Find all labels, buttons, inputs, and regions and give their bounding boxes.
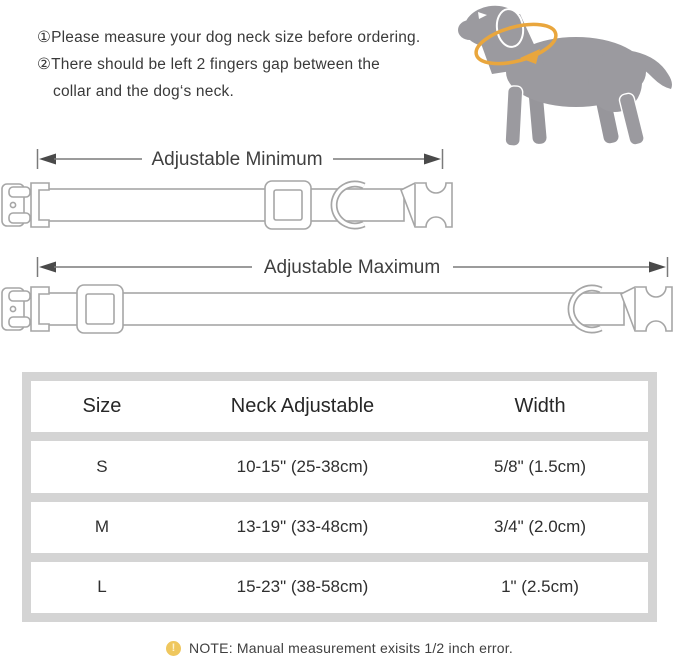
size-chart-table bbox=[22, 372, 657, 622]
measuring-instructions bbox=[37, 24, 420, 105]
column-header-neck-adjustable: Neck Adjustable bbox=[230, 395, 375, 418]
slider-adjuster-icon bbox=[265, 181, 311, 229]
table-row bbox=[31, 502, 648, 553]
collar-strap bbox=[38, 293, 624, 325]
adjustable-maximum-dimension bbox=[0, 253, 679, 281]
instruction-line-2: ②There should be left 2 fingers gap between the bbox=[37, 56, 380, 73]
side-release-buckle-icon bbox=[621, 287, 672, 331]
column-header-width: Width bbox=[514, 395, 566, 418]
adjustable-minimum-dimension bbox=[0, 145, 455, 173]
cell-neck: 15-23" (38-58cm) bbox=[236, 577, 369, 597]
collar-strap bbox=[38, 189, 404, 221]
measurement-note bbox=[0, 640, 679, 656]
cell-neck: 13-19" (33-48cm) bbox=[236, 517, 369, 537]
dog-collar-measurement-illustration bbox=[458, 0, 679, 152]
cell-neck: 10-15" (25-38cm) bbox=[236, 456, 369, 476]
table-row bbox=[31, 562, 648, 613]
slider-adjuster-icon bbox=[77, 285, 123, 333]
cell-width: 5/8" (1.5cm) bbox=[493, 456, 586, 476]
cell-size: S bbox=[96, 456, 108, 476]
collar-maximum-diagram bbox=[0, 282, 679, 336]
cell-size: L bbox=[97, 577, 107, 597]
note-text: NOTE: Manual measurement exisits 1/2 inch error. bbox=[189, 640, 513, 656]
adjustable-minimum-label: Adjustable Minimum bbox=[151, 149, 323, 170]
dog-silhouette-icon bbox=[458, 0, 679, 152]
cell-width: 1" (2.5cm) bbox=[501, 577, 579, 597]
collar-minimum-diagram bbox=[0, 178, 455, 232]
exclamation-icon: ! bbox=[166, 641, 181, 656]
table-header-row bbox=[31, 381, 648, 432]
instruction-line-1: ①Please measure your dog neck size before ordering. bbox=[37, 29, 421, 46]
cell-width: 3/4" (2.0cm) bbox=[493, 517, 586, 537]
adjustable-maximum-label: Adjustable Maximum bbox=[263, 257, 441, 278]
side-release-buckle-icon bbox=[401, 183, 452, 227]
cell-size: M bbox=[94, 517, 110, 537]
table-row bbox=[31, 441, 648, 492]
column-header-size: Size bbox=[82, 395, 122, 418]
instruction-line-3: collar and the dog‘s neck. bbox=[53, 83, 234, 100]
